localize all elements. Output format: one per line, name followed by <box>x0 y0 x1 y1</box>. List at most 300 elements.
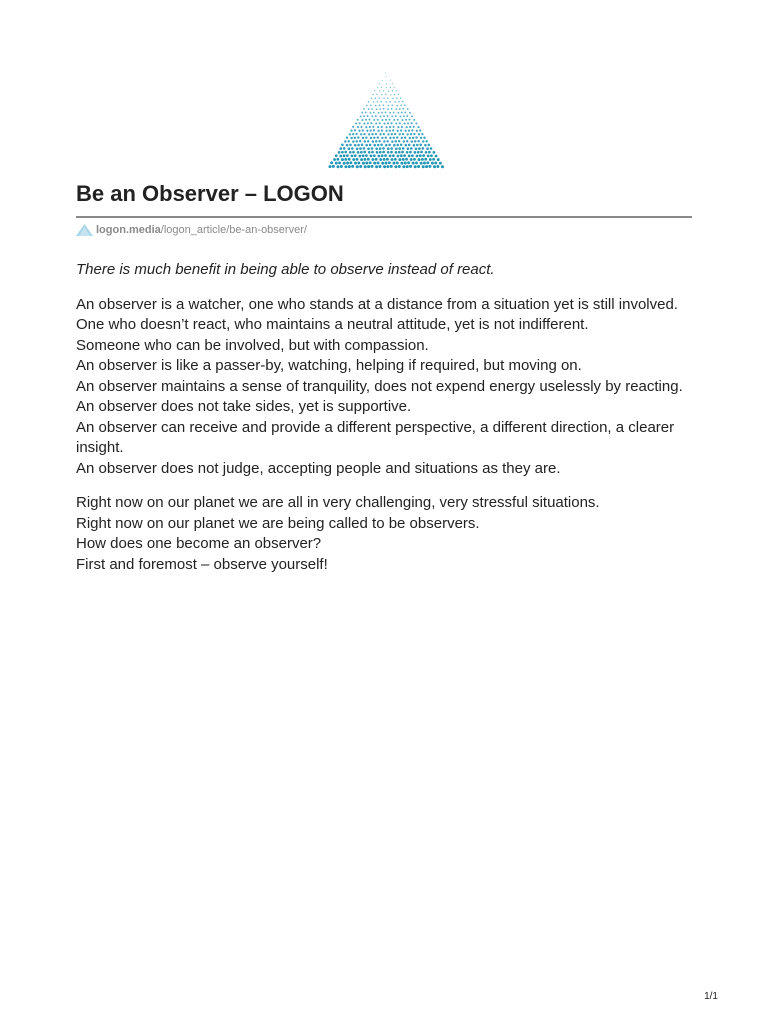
logo-dot <box>381 162 384 165</box>
logo-dot <box>393 87 394 88</box>
logo-dot <box>432 158 435 161</box>
logo-dot <box>405 119 407 121</box>
logo-dot <box>417 126 419 128</box>
logo-dot <box>362 129 364 131</box>
logo-dot <box>405 158 408 161</box>
logo-dot <box>383 108 385 110</box>
logo-dot <box>410 133 412 135</box>
logo-dot <box>378 97 380 99</box>
logo-dot <box>415 122 417 124</box>
logo-dot <box>401 137 403 139</box>
logo-dot <box>398 147 401 150</box>
logo-dot <box>393 126 395 128</box>
logo-dot <box>369 144 372 147</box>
logo-dot <box>417 140 419 142</box>
logo-dot <box>409 151 412 154</box>
logo-dot <box>363 115 365 117</box>
logo-dot <box>426 147 429 150</box>
logo-dot <box>360 126 362 128</box>
logo-dot <box>421 133 423 135</box>
logo-dot <box>426 161 429 164</box>
logo-dot <box>350 137 352 139</box>
logo-dot <box>367 115 369 117</box>
logo-dot <box>367 147 370 150</box>
logo-dot <box>368 133 370 135</box>
logo-dot <box>390 122 392 124</box>
logo-dot <box>394 133 396 135</box>
logo-dot <box>388 105 390 107</box>
logo-dot <box>414 140 416 142</box>
logo-dot <box>421 158 424 161</box>
logo-dot <box>419 129 421 131</box>
logo-dot <box>356 147 359 150</box>
logo-dot <box>343 162 346 165</box>
logo-dot <box>397 126 399 128</box>
logo-dot <box>359 122 361 124</box>
source-path-link[interactable]: /logon_article/be-an-observer/ <box>160 224 307 236</box>
logo-dot <box>385 119 387 121</box>
logo-dot <box>365 144 368 147</box>
logo-dot <box>413 158 416 161</box>
logo-dot <box>371 108 373 110</box>
logo-dot <box>389 155 392 158</box>
logo-dot <box>402 101 404 103</box>
logo-dot <box>395 151 398 154</box>
logo-dot <box>413 119 415 121</box>
logo-dot <box>400 162 403 165</box>
logo-dot <box>396 144 399 147</box>
logo-dot <box>406 126 408 128</box>
logo-dots <box>324 70 448 174</box>
logo-dot <box>385 144 388 147</box>
logo-dot <box>427 155 430 158</box>
logo-dot <box>362 154 365 157</box>
logo-dot <box>385 111 387 113</box>
logo-dot <box>385 76 386 77</box>
logo-dot <box>390 80 391 81</box>
logo-dot <box>390 147 393 150</box>
logo-dot <box>411 115 413 117</box>
logo-dot <box>399 115 401 117</box>
logo-dot <box>398 165 401 168</box>
logo-dot <box>336 158 339 161</box>
logo-dot <box>340 165 343 168</box>
logo-dot <box>402 165 405 168</box>
logo-dot <box>422 140 424 142</box>
logo-dot <box>402 108 404 110</box>
logo-dot <box>377 119 379 121</box>
logo-dot <box>329 165 332 168</box>
logo-dot <box>352 158 355 161</box>
logo-dot <box>367 122 369 124</box>
logo-dot <box>382 147 385 150</box>
logo-dot <box>356 158 359 161</box>
logo-dot <box>415 136 417 138</box>
logo-dot <box>418 158 421 161</box>
logo-dot <box>373 154 376 157</box>
logo-dot <box>400 105 402 107</box>
logo-dot <box>402 133 404 135</box>
logo-dot <box>370 104 372 106</box>
logo-dot <box>373 119 375 121</box>
logo-dot <box>371 133 373 135</box>
logo-dot <box>373 112 375 114</box>
text-line: First and foremost – observe yourself! <box>76 555 328 573</box>
logo-dot <box>357 161 360 164</box>
logo-dot <box>377 130 379 132</box>
logo-dot <box>381 87 382 88</box>
logo-dot <box>357 119 359 121</box>
logo-dot <box>385 137 387 139</box>
logo-dot <box>365 119 367 121</box>
logo-dot <box>352 151 355 154</box>
logo-dot <box>395 147 398 150</box>
logo-dot <box>385 130 387 132</box>
logo-dot <box>369 119 371 121</box>
logo-dot <box>435 155 438 158</box>
logo-dot <box>439 162 442 165</box>
text-line: Someone who can be involved, but with compassion. <box>76 336 429 354</box>
logo-dot <box>333 158 336 161</box>
logo-dot <box>368 101 370 103</box>
logo-dot <box>370 155 373 158</box>
logo-dot <box>422 154 425 157</box>
article-body <box>76 260 692 589</box>
logo-dot <box>396 105 398 107</box>
logo-dot <box>355 133 357 135</box>
logo-dot <box>425 151 428 154</box>
logo-dot <box>381 112 383 114</box>
logo-dot <box>375 122 377 124</box>
page-number: 1/1 <box>704 991 718 1002</box>
logo-dot <box>346 154 349 157</box>
logo-dot <box>387 151 390 154</box>
logo-dot <box>413 126 415 128</box>
logo-dot <box>363 123 365 125</box>
logo-dot <box>349 144 352 147</box>
logo-dot <box>377 136 379 138</box>
logo-dot <box>357 126 359 128</box>
logo-dot <box>404 162 407 165</box>
logo-dot <box>392 90 393 91</box>
logo-dot <box>388 91 389 92</box>
text-line: How does one become an observer? <box>76 535 322 552</box>
logo-dot <box>360 115 362 117</box>
logo-dot <box>332 165 335 168</box>
logo-dot <box>413 144 416 147</box>
text-line: An observer does not judge, accepting people and situations as they are. <box>76 459 561 477</box>
logo-dot <box>379 133 381 135</box>
logo-dot <box>404 123 406 125</box>
logo-dot <box>380 144 383 147</box>
logo-dot <box>359 165 362 168</box>
logo-dot <box>406 151 409 154</box>
logo-dot <box>399 108 401 110</box>
logo-dot <box>401 126 403 128</box>
logo-dot <box>386 158 389 161</box>
logo-dot <box>341 151 344 154</box>
logo-dot <box>430 154 433 157</box>
logo-dot <box>389 129 391 131</box>
logo-dot <box>411 154 414 157</box>
logo-dot <box>401 112 403 114</box>
logo-dot <box>401 151 404 154</box>
logo-dot <box>393 144 396 147</box>
logo-dot <box>395 115 397 117</box>
logo-dot <box>420 151 423 154</box>
logo-dot <box>411 140 413 142</box>
logo-dot <box>375 147 378 150</box>
logo-dot <box>402 147 405 150</box>
logo-dot <box>347 140 349 142</box>
logo-dot <box>429 158 432 161</box>
logo-dot <box>339 155 342 158</box>
logo-dot <box>379 83 380 84</box>
logo-dot <box>383 90 384 91</box>
logo-dot <box>402 158 405 161</box>
logo-dot <box>378 165 381 168</box>
logo-dot <box>364 158 367 161</box>
logo-dot <box>361 144 364 147</box>
logo-dot <box>391 158 394 161</box>
logo-dot <box>373 137 375 139</box>
logo-dot <box>376 94 377 95</box>
logo-dot <box>412 162 415 165</box>
logo-dot <box>407 161 410 164</box>
logo-dot <box>376 108 378 110</box>
logo-dot <box>371 151 374 154</box>
logo-dot <box>385 126 387 128</box>
paragraph-call-to-observe <box>76 493 692 575</box>
logo-dot <box>377 87 378 88</box>
logo-dot <box>359 147 362 150</box>
logo-dot <box>425 140 427 142</box>
logo-dot <box>415 161 418 164</box>
logo-dot <box>381 137 383 139</box>
logo-dot <box>369 161 372 164</box>
logo-dot <box>397 130 399 132</box>
logo-dot <box>398 101 400 103</box>
logo-dot <box>365 162 368 165</box>
logon-favicon-icon <box>76 224 93 236</box>
logo-dot <box>406 115 408 117</box>
logo-dot <box>368 108 370 110</box>
logo-dot <box>348 165 351 168</box>
logo-dot <box>367 140 369 142</box>
logo-dot <box>383 98 385 100</box>
logo-dot <box>433 165 436 168</box>
logo-dot <box>391 104 393 106</box>
logo-dot <box>399 122 401 124</box>
logo-dot <box>398 94 399 95</box>
logo-dot <box>370 112 372 114</box>
logo-dot <box>428 144 431 147</box>
logo-dot <box>383 133 385 135</box>
logo-dot <box>402 119 404 121</box>
logo-dot <box>370 122 372 124</box>
logo-dot <box>344 151 347 154</box>
logo-dot <box>416 155 419 158</box>
logo-dot <box>385 162 388 165</box>
logo-dot <box>406 165 409 168</box>
logo-dot <box>387 147 390 150</box>
logo-dot <box>357 151 360 154</box>
logo-dot <box>397 119 399 121</box>
logo-dot <box>367 158 370 161</box>
logo-dot <box>379 147 382 150</box>
logo-dot <box>377 144 380 147</box>
logo-dot <box>419 144 422 147</box>
logo-dot <box>400 144 403 147</box>
logo-dot <box>373 129 375 131</box>
logo-dot <box>409 137 411 139</box>
logo-dot <box>404 104 406 106</box>
logo-dot <box>380 115 382 117</box>
logo-dot <box>419 154 422 157</box>
logo-dot <box>424 144 427 147</box>
logo-dot <box>382 80 383 81</box>
logo-dot <box>403 154 406 157</box>
logo-dot <box>370 137 372 139</box>
logo-dot <box>441 165 444 168</box>
logo-dot <box>374 90 375 91</box>
source-url <box>76 222 307 238</box>
logo-dot <box>400 97 402 99</box>
logo-dot <box>349 161 352 164</box>
logo-dot <box>398 151 401 154</box>
logo-dot <box>381 129 383 131</box>
logo-dot <box>364 140 366 142</box>
logo-dot <box>399 133 401 135</box>
logo-dot <box>430 147 433 150</box>
logo-dot <box>362 137 364 139</box>
logo-dot <box>355 122 357 124</box>
logo-dot <box>393 137 395 139</box>
source-domain-link[interactable]: logon.media <box>96 224 161 236</box>
logo-dot <box>414 151 417 154</box>
logo-dot <box>381 126 383 128</box>
logo-dot <box>372 140 374 142</box>
logo-dot <box>377 101 379 103</box>
text-line: An observer can receive and provide a different perspective, a different direction, a clearer insight. <box>76 418 675 456</box>
logo-dot <box>380 101 382 103</box>
logo-dot <box>365 137 367 139</box>
logo-dot <box>407 133 409 135</box>
logo-dot <box>408 144 411 147</box>
logo-dot <box>406 140 408 142</box>
logo-dot <box>370 165 373 168</box>
logo-dot <box>392 98 394 100</box>
logo-dot <box>416 144 419 147</box>
logo-dot <box>366 105 368 107</box>
logo-dot <box>378 140 380 142</box>
logo-dot <box>363 108 365 110</box>
lead-paragraph: There is much benefit in being able to observe instead of react. <box>76 261 495 278</box>
logo-dot <box>383 115 385 117</box>
logo-dot <box>409 112 411 114</box>
logo-dot <box>344 158 347 161</box>
logo-dot <box>354 154 357 157</box>
logo-dot <box>414 165 417 168</box>
logo-dot <box>394 94 395 95</box>
logo-dot <box>410 147 413 150</box>
logo-dot <box>403 140 405 142</box>
logo-dot <box>384 154 387 157</box>
logo-dot <box>394 101 396 103</box>
logo-dot <box>357 144 360 147</box>
logo-dot <box>363 151 366 154</box>
logo-dot <box>409 119 411 121</box>
logo-dot <box>388 144 391 147</box>
logo-dot <box>350 129 352 131</box>
logo-dot <box>338 161 341 164</box>
logo-dot <box>411 122 413 124</box>
logo-dot <box>420 162 423 165</box>
logo-dot <box>381 154 384 157</box>
logo-dot <box>428 165 431 168</box>
logo-dot <box>351 147 354 150</box>
logo-dot <box>405 130 407 132</box>
logo-dot <box>386 165 389 168</box>
logo-dot <box>375 105 377 107</box>
logo-dot <box>365 126 367 128</box>
logo-dot <box>410 158 413 161</box>
logo-dot <box>358 155 361 158</box>
text-line: An observer is a watcher, one who stands at a distance from a situation yet is still involved. <box>76 295 678 313</box>
logo-dot <box>383 158 386 161</box>
logo-dot <box>394 158 397 161</box>
logo-dot <box>344 165 347 168</box>
logo-dot <box>390 165 393 168</box>
logo-dot <box>375 158 378 161</box>
logo-dot <box>362 119 364 121</box>
logo-dot <box>386 140 388 142</box>
logo-dot <box>403 115 405 117</box>
logo-dot <box>359 140 361 142</box>
page-title: Be an Observer – LOGON <box>76 181 344 206</box>
logo-dot <box>344 140 346 142</box>
logo-dot <box>396 90 397 91</box>
logo-dot <box>411 129 413 131</box>
logo-dot <box>433 151 436 154</box>
logo-dot <box>377 126 379 128</box>
logo-dot <box>392 129 394 131</box>
text-line: Right now on our planet we are all in very challenging, very stressful situations. <box>76 494 600 511</box>
logo-dot <box>379 158 382 161</box>
logo-dot <box>373 162 376 165</box>
logo-dot <box>408 155 411 158</box>
logo-dot <box>386 87 387 88</box>
logo-dot <box>385 101 387 103</box>
logo-dot <box>387 108 389 110</box>
logo-dot <box>391 108 393 110</box>
logo-dot <box>378 155 381 158</box>
logo-dot <box>379 122 381 124</box>
logo-dot <box>368 151 371 154</box>
logo-dot <box>356 140 358 142</box>
logo-dot <box>422 165 425 168</box>
logo-dot <box>354 162 357 165</box>
logo-dot <box>392 162 395 165</box>
logo-dot <box>352 140 354 142</box>
logo-dot <box>338 151 341 154</box>
logo-dot <box>386 83 387 84</box>
logo-dot <box>418 147 421 150</box>
logo-dot <box>379 151 382 154</box>
logo-dot <box>370 129 372 131</box>
logo-dot <box>371 147 374 150</box>
logo-dot <box>357 136 359 138</box>
